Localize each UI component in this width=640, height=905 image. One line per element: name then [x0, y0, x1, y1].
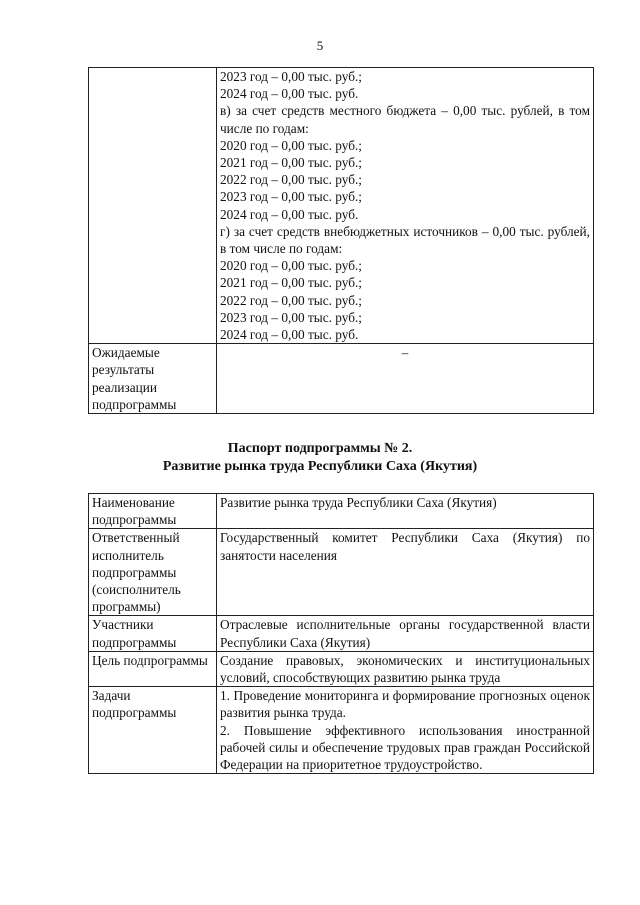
funding-line: 2023 год – 0,00 тыс. руб.; — [220, 69, 362, 84]
heading-line-2: Развитие рынка труда Республики Саха (Якутия) — [162, 459, 478, 474]
row-label: Наименование подпрограммы — [89, 494, 217, 529]
task-item: 2. Повышение эффективного использования иностранной рабочей силы и обеспечение трудовых прав граждан Российской Федерации на приоритетное трудоустройство. — [220, 722, 590, 773]
passport-table-subprogram-2 — [88, 493, 594, 774]
table-row — [89, 529, 594, 616]
funding-line: 2022 год – 0,00 тыс. руб.; — [220, 292, 362, 308]
row-value: Развитие рынка труда Республики Саха (Якутия) — [217, 494, 594, 529]
funding-line: 2023 год – 0,00 тыс. руб.; — [220, 189, 362, 205]
tasks-row — [89, 687, 594, 774]
funding-line: 2024 год – 0,00 тыс. руб. — [220, 86, 359, 102]
page-number: 5 — [316, 38, 324, 53]
funding-line: 2022 год – 0,00 тыс. руб.; — [220, 172, 362, 188]
funding-line: 2023 год – 0,00 тыс. руб.; — [220, 309, 362, 325]
table-row — [89, 494, 594, 529]
funding-row — [89, 68, 594, 344]
funding-line: 2020 год – 0,00 тыс. руб.; — [220, 137, 362, 153]
table-row — [89, 651, 594, 686]
task-item: 1. Проведение мониторинга и формирование прогнозных оценок развития рынка труда. — [220, 688, 590, 721]
funding-line: в) за счет средств местного бюджета – 0,00 тыс. рублей, в том числе по годам: — [220, 103, 590, 136]
row-value: Создание правовых, экономических и институциональных условий, способствующих развитию рынка труда — [217, 651, 594, 686]
row-label: Цель подпрограммы — [89, 651, 217, 686]
funding-line: 2021 год – 0,00 тыс. руб.; — [220, 155, 362, 171]
tasks-label: Задачи подпрограммы — [89, 687, 217, 774]
subprogram-passport-heading — [0, 440, 640, 476]
funding-line: 2024 год – 0,00 тыс. руб. — [220, 206, 359, 222]
results-value: – — [217, 344, 594, 414]
row-label: Участники подпрограммы — [89, 616, 217, 651]
passport-table-continued — [88, 67, 594, 414]
funding-label-cell — [89, 68, 217, 344]
results-label: Ожидаемые результаты реализации подпрограммы — [89, 344, 217, 414]
funding-line: 2020 год – 0,00 тыс. руб.; — [220, 258, 362, 274]
funding-line: г) за счет средств внебюджетных источников – 0,00 тыс. рублей, в том числе по годам: — [220, 223, 590, 257]
tasks-value — [217, 687, 594, 774]
funding-line: 2021 год – 0,00 тыс. руб.; — [220, 275, 362, 291]
results-row — [89, 344, 594, 414]
table-row — [89, 616, 594, 651]
funding-value-cell — [217, 68, 594, 344]
row-value: Государственный комитет Республики Саха (Якутия) по занятости населения — [217, 529, 594, 616]
funding-line: 2024 год – 0,00 тыс. руб. — [220, 327, 359, 343]
heading-line-1: Паспорт подпрограммы № 2. — [227, 441, 413, 456]
row-value: Отраслевые исполнительные органы государственной власти Республики Саха (Якутия) — [217, 616, 594, 651]
row-label: Ответственный исполнитель подпрограммы (соисполнитель программы) — [89, 529, 217, 616]
